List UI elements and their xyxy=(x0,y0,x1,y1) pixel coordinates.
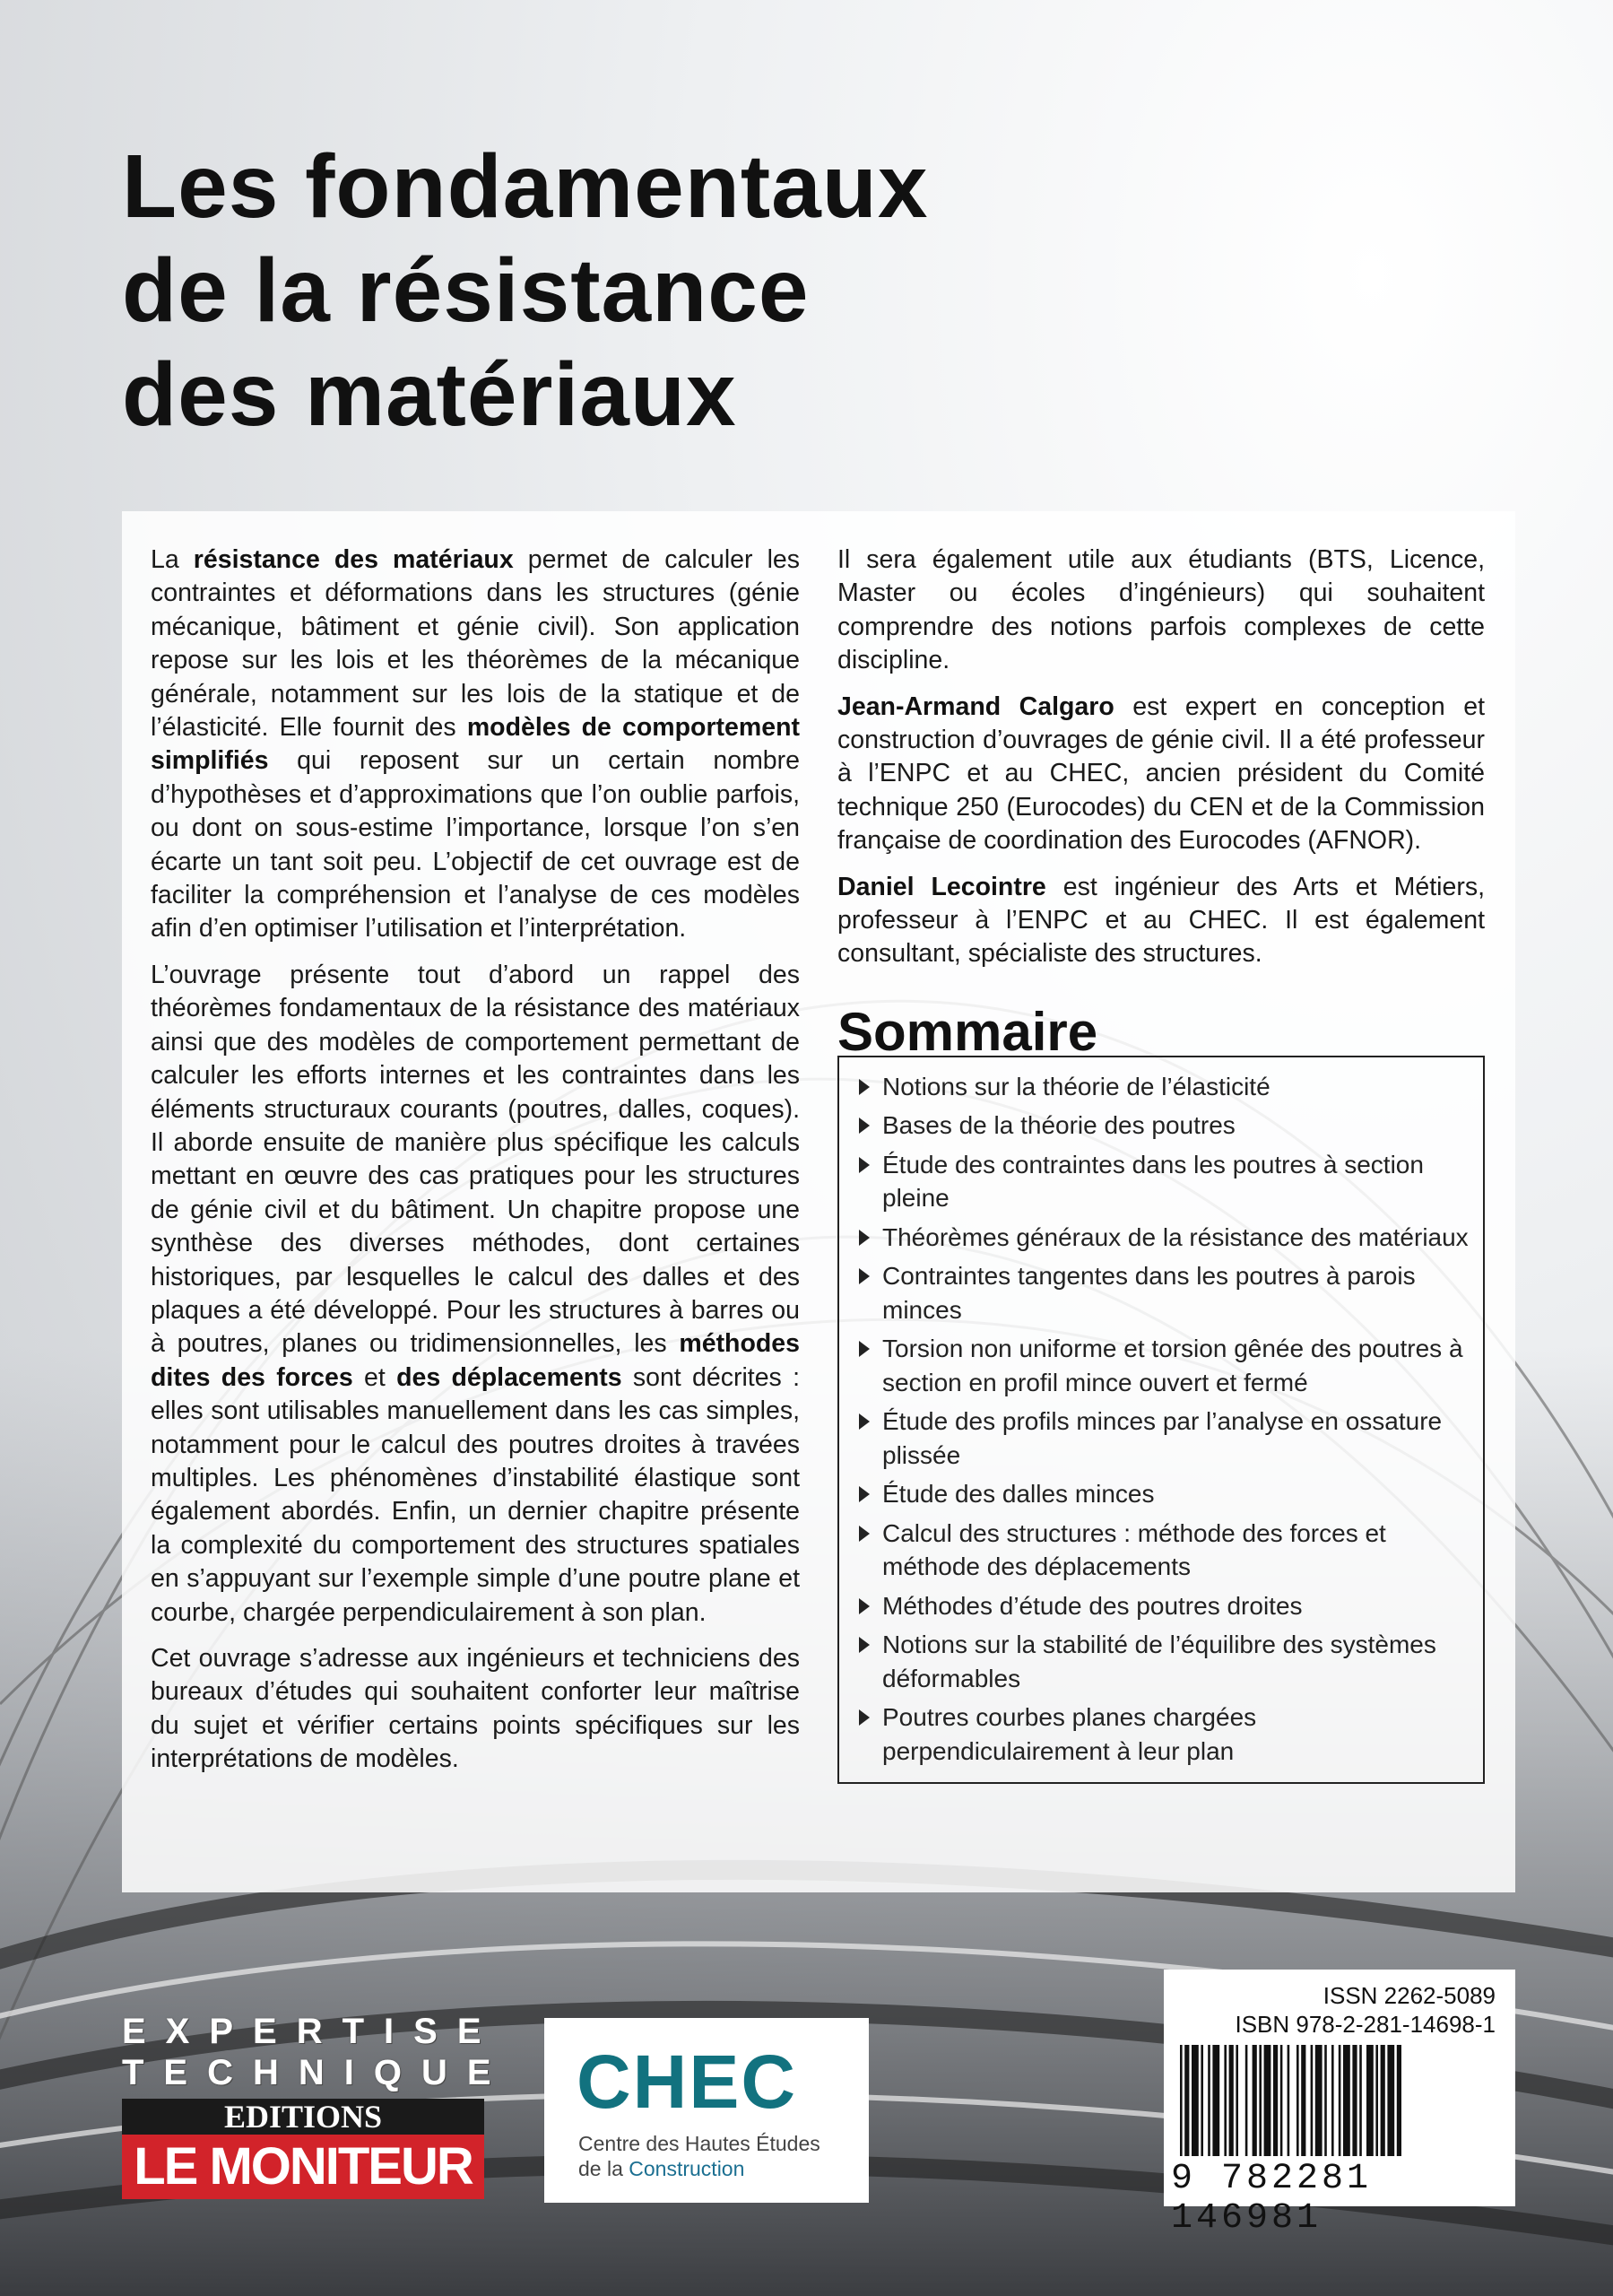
barcode-bar xyxy=(1366,2045,1374,2156)
sommaire-item xyxy=(852,1628,1469,1695)
text-run: Il sera également utile aux étudiants (BTS, Licence, Master ou écoles d’ingénieurs) qui souhaitent comprendre des notions parfois complexes de cette discipline. xyxy=(837,545,1485,675)
sommaire-item xyxy=(852,1405,1469,1472)
paragraph xyxy=(151,544,800,946)
text-run: L’ouvrage présente tout d’abord un rappel des théorèmes fondamentaux de la résistance des matériaux ainsi que des modèles de comportement permettant de calculer les efforts internes et les contraintes dans les éléments structuraux courants (poutres, dalles, coques). Il aborde ensuite de manière plus spécifique les calculs mettant en œuvre des cas pratiques pour les structures de génie civil et du bâtiment. Un chapitre propose une synthèse des diverses méthodes, dont certaines historiques, par lesquelles le calcul des dalles et des plaques a été développé. Pour les structures à barres ou à poutres, planes ou tridimensionnelles, les xyxy=(151,960,800,1359)
barcode-bar xyxy=(1311,2045,1314,2156)
barcode-bar xyxy=(1236,2045,1238,2156)
chec-subtitle-prefix: de la xyxy=(578,2157,629,2180)
bold-term: Daniel Lecointre xyxy=(837,872,1046,901)
paragraph xyxy=(151,959,800,1630)
sommaire-item-label: Poutres courbes planes chargées perpendiculairement à leur plan xyxy=(882,1703,1257,1765)
sommaire-item-label: Étude des profils minces par l’analyse en ossature plissée xyxy=(882,1407,1443,1469)
barcode-bar xyxy=(1315,2045,1322,2156)
triangle-bullet-icon xyxy=(859,1486,870,1502)
publisher-logo xyxy=(122,2011,511,2199)
barcode-bar xyxy=(1339,2045,1341,2156)
sommaire-item xyxy=(852,1259,1469,1326)
triangle-bullet-icon xyxy=(859,1637,870,1653)
left-column xyxy=(151,544,800,1789)
sommaire-title: Sommaire xyxy=(837,1001,1098,1062)
barcode-bar xyxy=(1201,2045,1203,2156)
barcode-bar xyxy=(1331,2045,1334,2156)
sommaire-item xyxy=(852,1070,1469,1104)
sommaire-item-label: Théorèmes généraux de la résistance des matériaux xyxy=(882,1222,1469,1251)
sommaire-item-label: Étude des contraintes dans les poutres à section pleine xyxy=(882,1150,1424,1213)
barcode-bar xyxy=(1224,2045,1227,2156)
barcode-bar xyxy=(1245,2045,1248,2156)
triangle-bullet-icon xyxy=(859,1157,870,1173)
author-bio xyxy=(837,871,1485,971)
bold-term: des déplacements xyxy=(396,1362,622,1392)
text-run: est expert en conception et construction d’ouvrages de génie civil. Il a été professeur à l’ENPC et au CHEC, ancien président du Comité technique 250 (Eurocodes) du CEN et de la Commission française de coordination des Eurocodes (AFNOR). xyxy=(837,691,1485,856)
barcode-bar xyxy=(1229,2045,1234,2156)
sommaire-item xyxy=(852,1109,1469,1143)
triangle-bullet-icon xyxy=(859,1230,870,1246)
barcode-bar xyxy=(1301,2045,1305,2156)
barcode-digits: 9 782281 146981 xyxy=(1171,2159,1373,2239)
text-run: Cet ouvrage s’adresse aux ingénieurs et techniciens des bureaux d’études qui souhaitent conforter leur maîtrise du sujet et vérifier certains points spécifiques sur les interprétations de modèles. xyxy=(151,1644,800,1774)
sommaire-item xyxy=(852,1332,1469,1399)
barcode-bar xyxy=(1352,2045,1357,2156)
sommaire-item xyxy=(852,1517,1469,1584)
barcode-bar xyxy=(1324,2045,1327,2156)
title-line-1: Les fondamentaux xyxy=(122,136,929,237)
text-panel xyxy=(122,511,1515,1892)
sommaire-item xyxy=(852,1221,1469,1255)
paragraph xyxy=(151,1642,800,1777)
barcode-bar xyxy=(1343,2045,1350,2156)
chec-subtitle-line-1: Centre des Hautes Études xyxy=(578,2132,820,2155)
publisher-editions: EDITIONS xyxy=(122,2099,484,2135)
chec-subtitle xyxy=(578,2131,865,2181)
barcode-bar xyxy=(1280,2045,1283,2156)
title-line-3: des matériaux xyxy=(122,344,737,445)
barcode-bar xyxy=(1381,2045,1385,2156)
sommaire-item-label: Étude des dalles minces xyxy=(882,1480,1155,1509)
publisher-line-1: EXPERTISE xyxy=(122,2012,501,2051)
sommaire-item-label: Méthodes d’étude des poutres droites xyxy=(882,1591,1303,1620)
issn: ISSN 2262-5089 xyxy=(1322,1982,1496,2009)
barcode-bar xyxy=(1253,2045,1257,2156)
barcode-bar xyxy=(1296,2045,1299,2156)
chec-logo xyxy=(544,2018,869,2203)
sommaire-item xyxy=(852,1589,1469,1623)
sommaire-item-label: Calcul des structures : méthode des forces et méthode des déplacements xyxy=(882,1518,1386,1581)
sommaire-item xyxy=(852,1477,1469,1511)
triangle-bullet-icon xyxy=(859,1413,870,1430)
triangle-bullet-icon xyxy=(859,1079,870,1095)
barcode-bar xyxy=(1184,2045,1189,2156)
bold-term: méthodes dites des forces xyxy=(151,1329,800,1392)
text-run: est ingénieur des Arts et Métiers, professeur à l’ENPC et au CHEC. Il est également consultant, spécialiste des structures. xyxy=(837,872,1485,969)
barcode-bar xyxy=(1375,2045,1378,2156)
triangle-bullet-icon xyxy=(859,1118,870,1134)
triangle-bullet-icon xyxy=(859,1268,870,1284)
isbn: ISBN 978-2-281-14698-1 xyxy=(1235,2011,1496,2038)
sommaire-item-label: Bases de la théorie des poutres xyxy=(882,1111,1236,1140)
triangle-bullet-icon xyxy=(859,1709,870,1726)
triangle-bullet-icon xyxy=(859,1598,870,1614)
publisher-line-2: TECHNIQUE xyxy=(122,2053,511,2092)
barcode-bars xyxy=(1175,2045,1505,2172)
barcode-bar xyxy=(1208,2045,1210,2156)
text-run: La xyxy=(151,545,194,574)
sommaire-item-label: Contraintes tangentes dans les poutres à parois minces xyxy=(882,1262,1416,1324)
text-run: permet de calculer les contraintes et déformations dans les structures (génie mécanique, bâtiment et génie civil). Son application repose sur les lois et les théorèmes de la mécanique générale, notamment sur les lois de la statique et de l’élasticité. Elle fournit des xyxy=(151,545,801,743)
chec-word: CHEC xyxy=(577,2039,798,2124)
barcode-bar xyxy=(1259,2045,1262,2156)
bold-term: résistance des matériaux xyxy=(193,545,514,574)
sommaire-item-label: Notions sur la stabilité de l’équilibre des systèmes déformables xyxy=(882,1631,1436,1692)
sommaire-item-label: Notions sur la théorie de l’élasticité xyxy=(882,1072,1270,1100)
barcode-bar xyxy=(1180,2045,1183,2156)
barcode-bar xyxy=(1264,2045,1271,2156)
barcode-bar xyxy=(1212,2045,1219,2156)
right-column xyxy=(837,544,1485,1784)
paragraph xyxy=(837,544,1485,678)
barcode-bar xyxy=(1192,2045,1199,2156)
sommaire-item-label: Torsion non uniforme et torsion gênée des poutres à section en profil mince ouvert et fermé xyxy=(882,1335,1463,1396)
chec-subtitle-accent: Construction xyxy=(629,2157,745,2180)
sommaire-item xyxy=(852,1148,1469,1215)
barcode-area xyxy=(1164,1970,1515,2239)
sommaire-box xyxy=(837,1056,1485,1785)
sommaire-item xyxy=(852,1700,1469,1768)
bold-term: modèles de comportement simplifiés xyxy=(151,713,800,776)
text-run: qui reposent sur un certain nombre d’hypothèses et d’approximations que l’on oublie parfois, ou dont on sous-estime l’importance, lorsque l’on s’en écarte un tant soit peu. L’objectif de cet ouvrage est de faciliter la compréhension et l’analyse de ces modèles afin d’en optimiser l’utilisation et l’interprétation. xyxy=(151,746,800,944)
triangle-bullet-icon xyxy=(859,1526,870,1542)
barcode-bar xyxy=(1359,2045,1362,2156)
author-bio xyxy=(837,691,1485,858)
sommaire-list xyxy=(852,1070,1469,1769)
triangle-bullet-icon xyxy=(859,1341,870,1357)
barcode-bar xyxy=(1288,2045,1290,2156)
barcode-bar xyxy=(1397,2045,1401,2156)
barcode-bar xyxy=(1273,2045,1278,2156)
title-line-2: de la résistance xyxy=(122,240,810,341)
text-run: sont décrites : elles sont utilisables manuellement dans les cas simples, notamment pour le calcul des poutres droites à travées multiples. Les phénomènes d’instabilité élastique sont également abordés. Enfin, un dernier chapitre présente la complexité du comportement des structures spatiales en s’appuyant sur l’exemple simple d’une poutre plane et courbe, chargée perpendiculairement à son plan. xyxy=(151,1362,801,1627)
barcode-bar xyxy=(1387,2045,1394,2156)
publisher-name: LE MONITEUR xyxy=(122,2135,484,2199)
chec-subtitle-line-2 xyxy=(578,2156,865,2181)
bold-term: Jean-Armand Calgaro xyxy=(837,691,1114,721)
book-title xyxy=(122,135,1108,447)
text-run: et xyxy=(352,1362,397,1392)
